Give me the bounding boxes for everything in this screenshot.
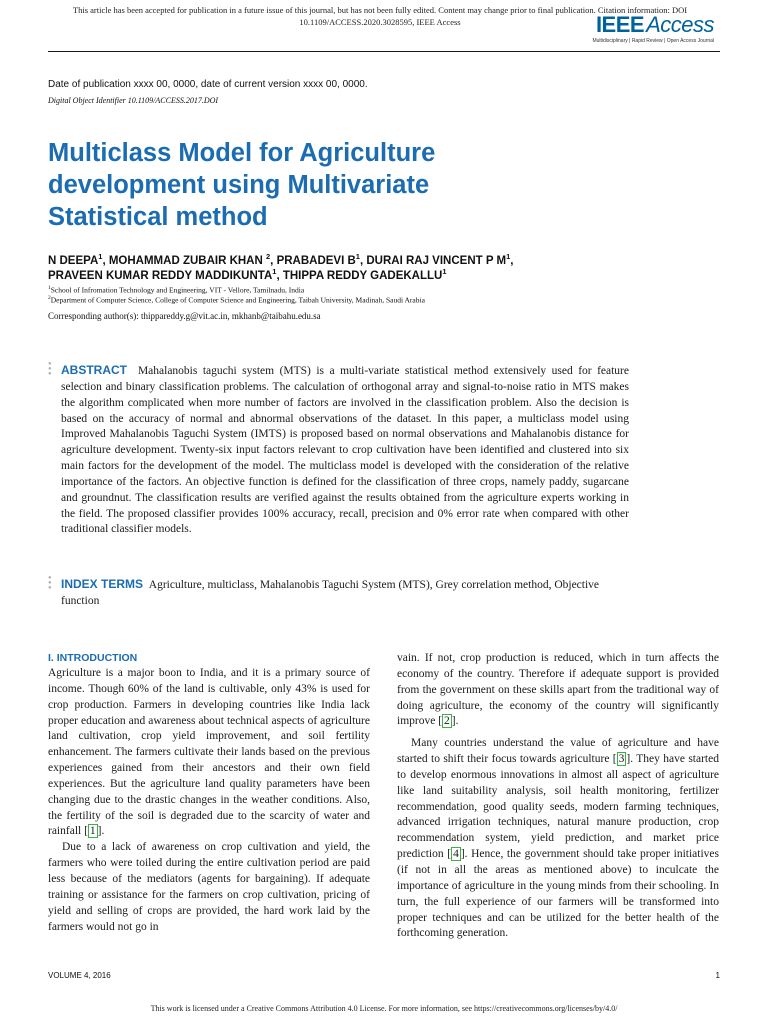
logo-access-text: Access [646, 12, 714, 37]
author-name: DURAI RAJ VINCENT P M [366, 255, 507, 267]
title-line-2: development using Multivariate [48, 171, 430, 199]
paragraph: Agriculture is a major boon to India, and it is a primary source of income. Though 60% of the land is cultivable, only 43% is used for crop production. Farmers in developing countries like India lack proper education and awareness about technical aspects of agriculture land cultivation, crop yield improvement, and soil fertility enhancement. The farmers cultivate their lands based on the previous experiences gained from their ancestors and their own field experiences. But the agriculture land quality parameters have been changing due to the drastic changes in the weather conditions. Also, the fertility of the soil is degraded due to the scarcity of water and rainfall [ 1 ]. [48, 667, 370, 838]
title-line-3: Statistical method [48, 203, 268, 231]
ieee-access-logo [574, 13, 714, 44]
section-heading-introduction: I. INTRODUCTION [48, 652, 138, 664]
logo-ieee-text: IEEE [595, 12, 645, 37]
footer-volume: VOLUME 4, 2016 [48, 971, 111, 980]
author-name: PRABADEVI B [276, 255, 356, 267]
author-affil-sup: 1 [506, 252, 511, 262]
index-terms-text: Agriculture, multiclass, Mahalanobis Taguchi System (MTS), Grey correlation method, Objective function [61, 579, 600, 607]
doi-identifier: Digital Object Identifier 10.1109/ACCESS.2017.DOI [48, 96, 219, 105]
body-column-left [48, 650, 370, 935]
publication-date: Date of publication xxxx 00, 0000, date of current version xxxx 00, 0000. [48, 79, 368, 90]
paragraph: vain. If not, crop production is reduced, which in turn affects the economy of the country. Therefore if adequate support is provided from the government on these skills apart from the traditional way of doing agriculture, the economy of the country will significantly improve [ 2 ]. [397, 652, 719, 728]
corresponding-authors: Corresponding author(s): thippareddy.g@vit.ac.in, mkhanb@taibahu.edu.sa [48, 311, 321, 321]
notice-line-1: This article has been accepted for publication in a future issue of this journal, but has not been fully edited. Content may change prior to final publication. Citation information: DOI [72, 5, 688, 15]
abstract-text: Mahalanobis taguchi system (MTS) is a multi-variate statistical method extensively used for feature selection and binary classification problems. The calculation of orthogonal array and signal-to-noise ratio in MTS makes the algorithm complicated when more number of factors are involved in the classification problem. Also the decision is based on the accuracy of normal and abnormal observations of the dataset. In this paper, a multiclass model using Improved Mahalanobis Taguchi System (IMTS) is proposed based on normal observations and Mahalanobis distance for agriculture development. Twenty-six input factors relevant to crop cultivation have been identified and clustered into six main factors for the development of the model. The multiclass model is developed with the consideration of the relative importance of the factors. An objective function is defined for the classification of three crops, namely paddy, sugarcane and groundnut. The classification results are verified against the results obtained from the agriculture experts working in the field. The proposed classifier provides 100% accuracy, recall, precision and 0% error rate when compared with other traditional classifier models. [61, 365, 629, 536]
affiliation-1: $^1$School of Infromation Technology and Engineering, VIT - Vellore, Tamilnadu, India [48, 285, 305, 295]
author-affil-sup: 1 [98, 252, 103, 262]
author-name: PRAVEEN KUMAR REDDY MADDIKUNTA [48, 270, 273, 282]
index-terms-label: INDEX TERMS [61, 577, 144, 591]
abstract [61, 363, 629, 538]
logo-tagline: Multidisciplinary | Rapid Review | Open Access Journal [592, 38, 714, 44]
paragraph: Many countries understand the value of agriculture and have started to shift their focus towards agriculture [ 3 ]. They have started to develop enormous innovations in almost all aspect of agriculture like land suitability analysis, soil health monitoring, fertilizer recommendation, good quality seeds, modern farming techniques, advanced irrigation techniques, natural manure production, crop recommendation system, yield prediction, and market price prediction [ 4 ]. Hence, the government should take proper initiatives (if not in all the areas as mentioned above) to inculcate the importance of agriculture in the young minds from their schooling. In turn, the full experience of our farmers will be transformed into proper techniques and can be utilized for the better health of the forthcoming generation. [397, 737, 720, 940]
paper-title [48, 137, 608, 233]
author-affil-sup: 1 [355, 252, 360, 262]
footer-license: This work is licensed under a Creative Commons Attribution 4.0 License. For more information, see https://creativecommons.org/licenses/by/4.0/ [150, 1004, 618, 1013]
abstract-dots-icon: ● ● ● [48, 361, 52, 377]
author-affil-sup: 1 [272, 267, 277, 277]
author-name: N DEEPA [48, 255, 99, 267]
citation-link[interactable]: 4 [453, 848, 459, 861]
author-list: N DEEPA$^1$, MOHAMMAD ZUBAIR KHAN $^2$, PRABADEVI $B^1$, DURAI RAJ VINCENT P $M^1$, PRAVEEN KUMAR REDDY MADDIKUNTA$^1$, THIPPA REDDY GADEKALLU$^1$ [48, 252, 514, 282]
index-terms [61, 577, 629, 610]
abstract-label: ABSTRACT [61, 363, 127, 377]
author-affil-sup: 2 [266, 252, 271, 262]
body-column-right [397, 651, 719, 942]
author-name: THIPPA REDDY GADEKALLU [282, 270, 443, 282]
footer-page-number: 1 [715, 971, 720, 980]
citation-link[interactable]: 1 [89, 825, 96, 838]
citation-link[interactable]: 3 [618, 753, 625, 766]
index-terms-dots-icon: ● ● ● [48, 575, 52, 591]
title-line-1: Multiclass Model for Agriculture [48, 139, 436, 167]
author-name: MOHAMMAD ZUBAIR KHAN [108, 255, 266, 267]
author-affil-sup: 1 [442, 267, 447, 277]
affiliation-2: $^2$Department of Computer Science, College of Computer Science and Engineering, Taibah University, Madinah, Saudi Arabia [48, 295, 425, 305]
citation-link[interactable]: 2 [444, 715, 450, 728]
header-divider [48, 51, 720, 52]
notice-line-2: 10.1109/ACCESS.2020.3028595, IEEE Access [299, 17, 461, 27]
paragraph: Due to a lack of awareness on crop cultivation and yield, the farmers who were toiled during the entire cultivation period are paid less because of the mediators (agents for bargaining). If adequate training or assistance for the farmers on crop cultivation, pricing of yield and selling of crops are provided, the hard work laid by the farmers would not go in [48, 841, 370, 933]
